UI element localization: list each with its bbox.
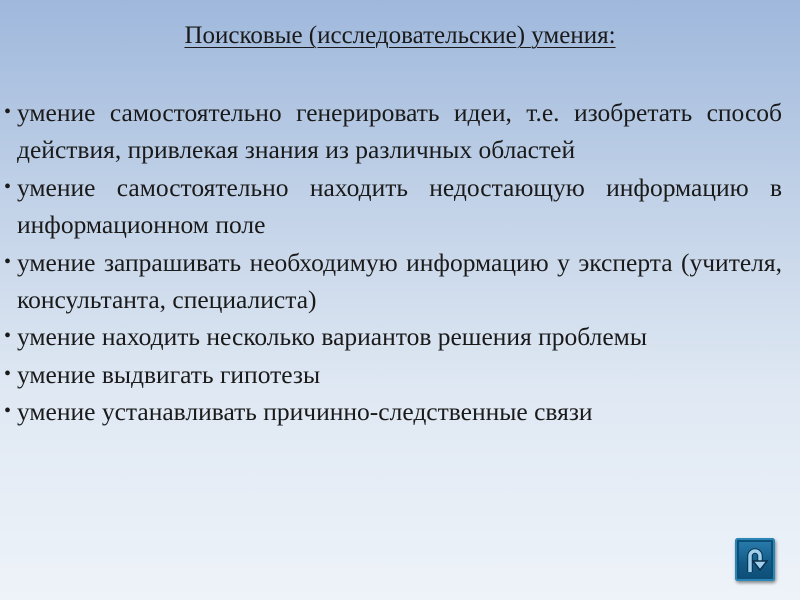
list-item <box>4 393 782 430</box>
list-item <box>4 244 782 319</box>
bullet: • <box>4 250 12 273</box>
list-item <box>4 94 782 169</box>
list-item <box>4 356 782 393</box>
skills-list <box>4 94 782 431</box>
list-item <box>4 318 782 355</box>
list-item-text: умение запрашивать необходимую информацию у эксперта (учителя, консультанта, специалиста) <box>17 247 782 315</box>
u-turn-arrow-icon <box>741 545 769 574</box>
bullet: • <box>4 362 12 385</box>
slide-title: Поисковые (исследовательские) умения: <box>184 22 616 49</box>
bullet: • <box>4 400 12 423</box>
list-item <box>4 169 782 244</box>
list-item-text: умение устанавливать причинно-следственные связи <box>17 397 593 427</box>
list-item-text: умение самостоятельно генерировать идеи, т.е. изобретать способ действия, привлекая знания из различных областей <box>17 98 782 165</box>
list-item-text: умение выдвигать гипотезы <box>17 359 321 389</box>
list-item-text: умение самостоятельно находить недостающую информацию в информационном поле <box>17 172 782 240</box>
bullet: • <box>4 325 12 348</box>
bullet: • <box>4 175 12 198</box>
return-button[interactable] <box>735 538 775 581</box>
bullet: • <box>4 101 12 123</box>
list-item-text: умение находить несколько вариантов решения проблемы <box>17 322 647 352</box>
